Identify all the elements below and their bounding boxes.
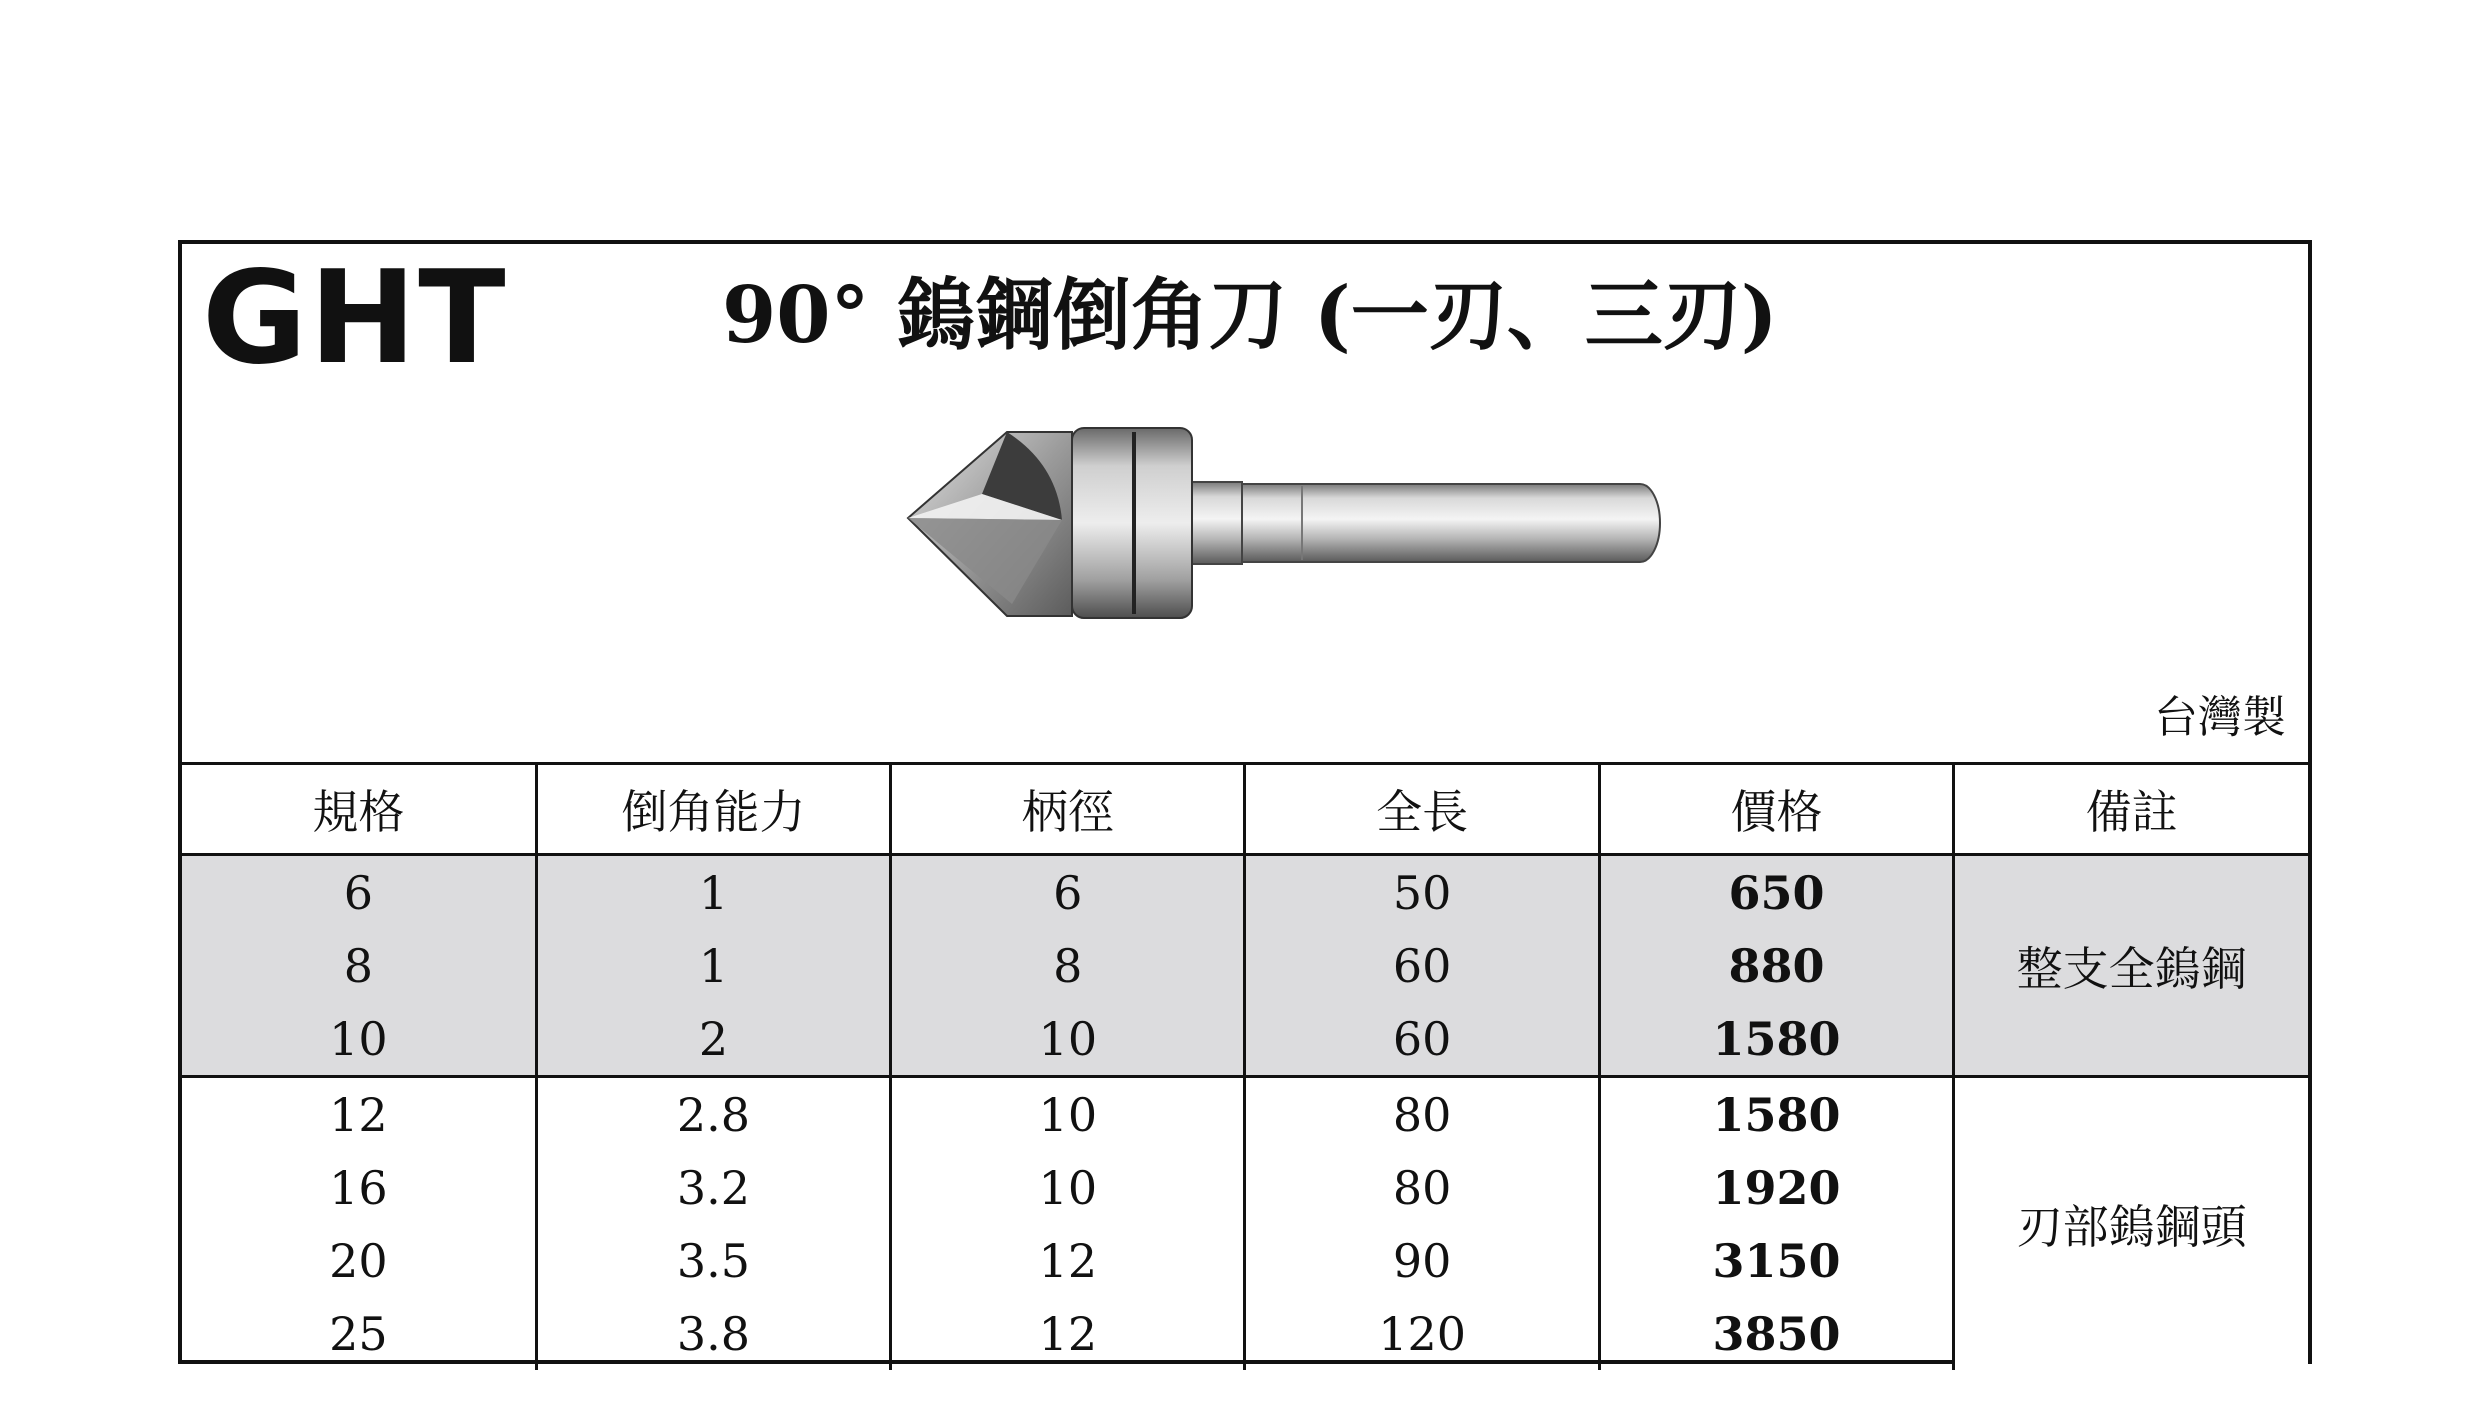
made-in-label: 台灣製	[2154, 692, 2286, 743]
shank-cell: 10	[891, 1002, 1245, 1077]
length-cell: 50	[1245, 855, 1599, 930]
size-cell: 16	[329, 1160, 388, 1215]
size-cell: 25	[329, 1306, 388, 1361]
chamfer-cell: 2.8	[536, 1077, 890, 1152]
price-cell: 3850	[1599, 1297, 1953, 1370]
countersink-tool-image	[822, 424, 1682, 624]
product-header	[182, 244, 2308, 762]
col-note-header: 備註	[1954, 764, 2308, 855]
chamfer-cell: 3.8	[536, 1297, 890, 1370]
chamfer-cell: 3.5	[536, 1224, 890, 1297]
length-cell: 60	[1245, 1002, 1599, 1077]
col-size-header: 規格	[182, 764, 536, 855]
size-cell: 12	[182, 1077, 536, 1152]
chamfer-cell: 1	[536, 929, 890, 1002]
price-cell: 880	[1599, 929, 1953, 1002]
length-cell: 80	[1245, 1151, 1599, 1224]
price-cell: 650	[1599, 855, 1953, 930]
shank-cell: 12	[891, 1224, 1245, 1297]
price-cell: 1580	[1599, 1077, 1953, 1152]
price-cell: 1580	[1599, 1002, 1953, 1077]
shank-cell: 10	[891, 1077, 1245, 1152]
shank-cell: 12	[891, 1297, 1245, 1370]
product-sheet	[178, 240, 2312, 1364]
size-cell: 8	[182, 929, 536, 1002]
chamfer-cell: 2	[536, 1002, 890, 1077]
table-row	[182, 1077, 2308, 1152]
size-cell: 6	[182, 855, 536, 930]
length-cell: 80	[1245, 1077, 1599, 1152]
col-shank-header: 柄徑	[891, 764, 1245, 855]
length-cell: 60	[1245, 929, 1599, 1002]
col-chamfer-header: 倒角能力	[536, 764, 890, 855]
shank-cell: 10	[891, 1151, 1245, 1224]
product-code: GHT	[202, 244, 508, 393]
col-price-header: 價格	[1599, 764, 1953, 855]
table-row	[182, 855, 2308, 930]
product-title: 90° 鎢鋼倒角刀 (一刃、三刃)	[722, 270, 1778, 361]
note-cell: 整支全鎢鋼	[1954, 855, 2308, 1077]
table-header-row	[182, 764, 2308, 855]
price-cell: 3150	[1599, 1224, 1953, 1297]
size-cell: 20	[329, 1233, 388, 1288]
shank-cell: 6	[891, 855, 1245, 930]
length-cell: 90	[1245, 1224, 1599, 1297]
price-cell: 1920	[1599, 1151, 1953, 1224]
spec-table	[182, 762, 2308, 1370]
chamfer-cell: 1	[536, 855, 890, 930]
shank-cell: 8	[891, 929, 1245, 1002]
size-cell: 10	[182, 1002, 536, 1077]
note-cell: 刃部鎢鋼頭	[1954, 1077, 2308, 1371]
col-length-header: 全長	[1245, 764, 1599, 855]
chamfer-cell: 3.2	[536, 1151, 890, 1224]
length-cell: 120	[1245, 1297, 1599, 1370]
